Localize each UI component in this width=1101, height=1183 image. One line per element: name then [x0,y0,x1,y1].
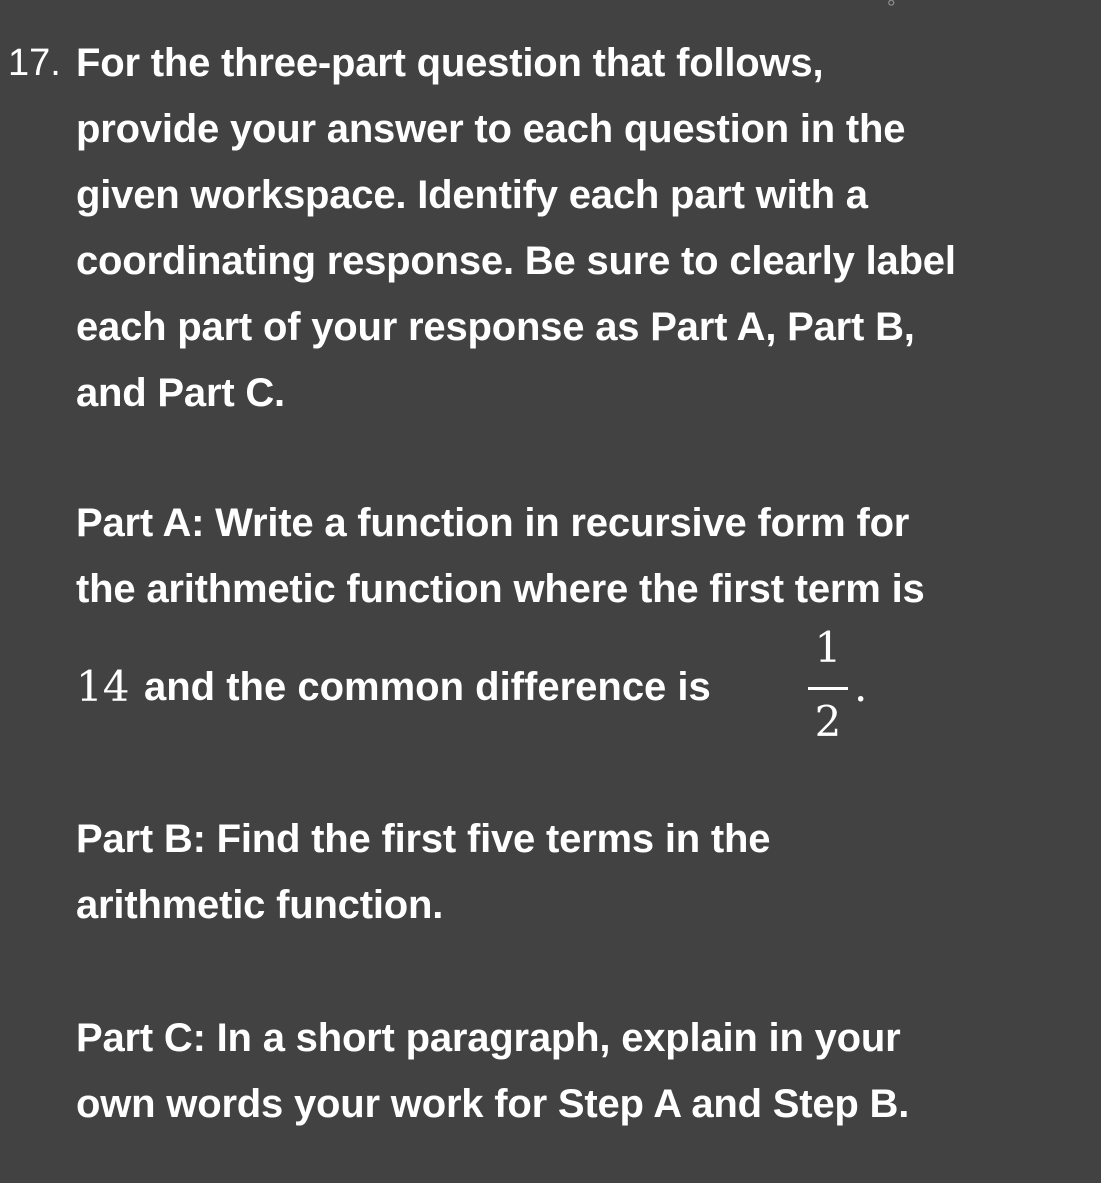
intro-line: For the three-part question that follows, [76,41,824,85]
common-difference-fraction [806,615,850,755]
part-a-line: the arithmetic function where the first term is [76,567,925,611]
cropped-glyph-icon: ∘ [885,0,898,14]
common-difference-text: and the common difference is [144,665,711,709]
question-number: 17. [8,42,61,84]
fraction-denominator: 2 [814,697,842,746]
sentence-period: . [854,662,868,711]
first-term-value: 14 [76,662,130,711]
intro-line: each part of your response as Part A, Part B, [76,305,915,349]
part-b-line: arithmetic function. [76,883,444,927]
part-c-line: own words your work for Step A and Step B. [76,1082,910,1126]
part-c-line: Part C: In a short paragraph, explain in your [76,1016,901,1060]
part-a-line: Part A: Write a function in recursive form for [76,501,910,545]
part-b-prompt [76,806,1086,938]
intro-line: and Part C. [76,371,285,415]
part-c-prompt [76,1005,1086,1137]
intro-line: provide your answer to each question in the [76,107,906,151]
question-intro [76,30,1086,426]
part-b-line: Part B: Find the first five terms in the [76,817,771,861]
fraction-bar [808,687,848,690]
part-a-prompt [76,490,1086,622]
intro-line: coordinating response. Be sure to clearly label [76,239,956,283]
fraction-numerator: 1 [814,623,842,672]
intro-line: given workspace. Identify each part with a [76,173,868,217]
